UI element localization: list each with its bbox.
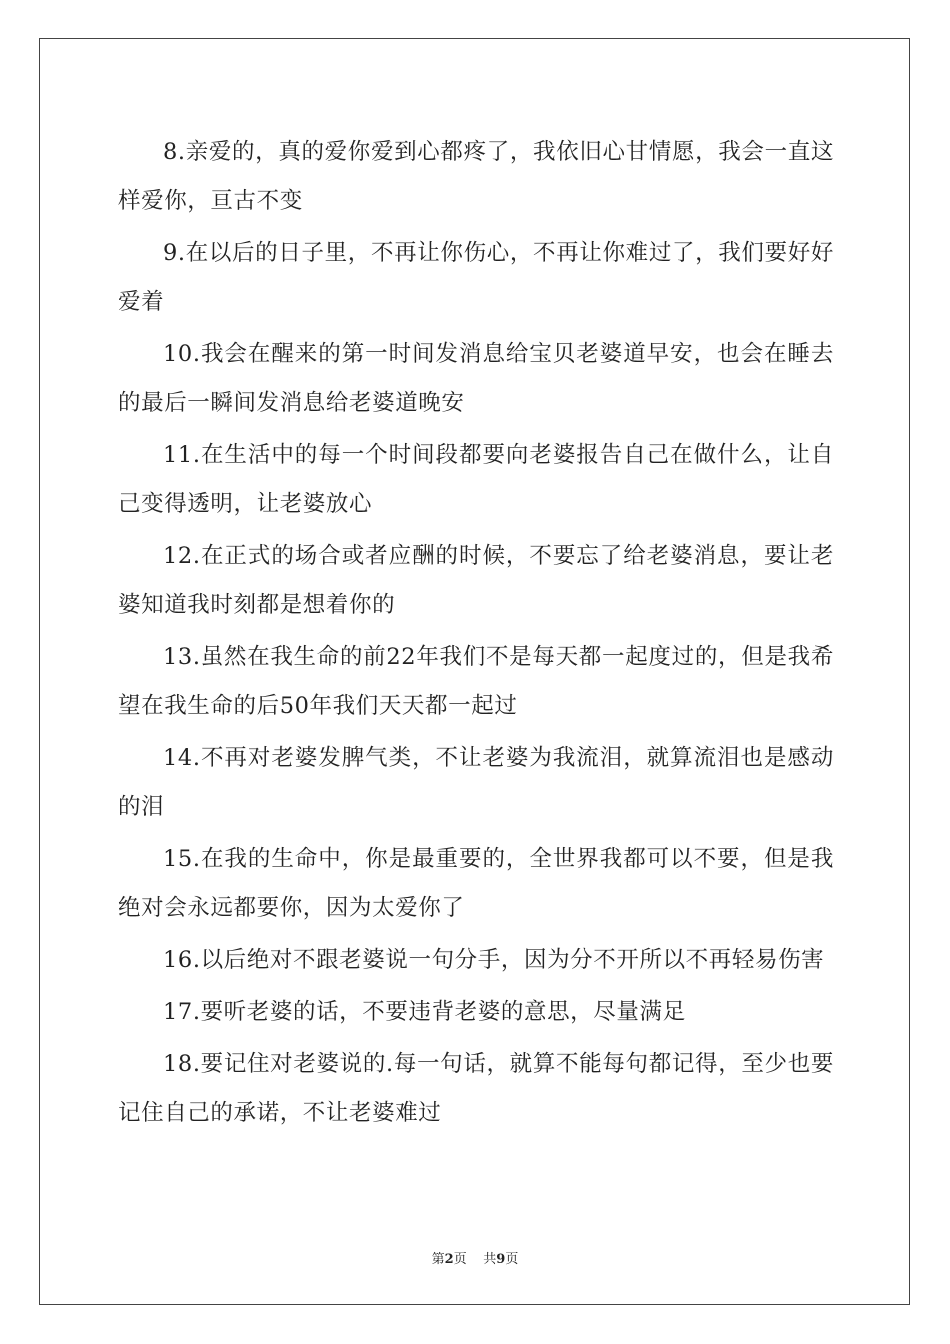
page-number: 第2页 [431,1252,467,1267]
paragraph: 15.在我的生命中，你是最重要的，全世界我都可以不要，但是我绝对会永远都要你，因为太爱你了 [118,846,834,921]
paragraph: 11.在生活中的每一个时间段都要向老婆报告自己在做什么，让自己变得透明，让老婆放心 [118,442,834,517]
paragraph: 9.在以后的日子里，不再让你伤心，不再让你难过了，我们要好好爱着 [118,240,834,315]
paragraph: 13.虽然在我生命的前22年我们不是每天都一起度过的，但是我希望在我生命的后50年我们天天都一起过 [118,644,834,719]
document-body [118,128,834,1141]
paragraph: 8.亲爱的，真的爱你爱到心都疼了，我依旧心甘情愿，我会一直这样爱你，亘古不变 [118,139,834,214]
page-total: 共9页 [483,1252,519,1267]
paragraph: 17.要听老婆的话，不要违背老婆的意思，尽量满足 [163,999,686,1025]
paragraph: 18.要记住对老婆说的.每一句话，就算不能每句都记得，至少也要记住自己的承诺，不让老婆难过 [118,1051,834,1126]
page-footer [0,1248,950,1267]
paragraph: 12.在正式的场合或者应酬的时候，不要忘了给老婆消息，要让老婆知道我时刻都是想着你的 [118,543,834,618]
paragraph: 10.我会在醒来的第一时间发消息给宝贝老婆道早安，也会在睡去的最后一瞬间发消息给老婆道晚安 [118,341,834,416]
paragraph: 16.以后绝对不跟老婆说一句分手，因为分不开所以不再轻易伤害 [163,947,825,973]
paragraph: 14.不再对老婆发脾气类，不让老婆为我流泪，就算流泪也是感动的泪 [118,745,834,820]
